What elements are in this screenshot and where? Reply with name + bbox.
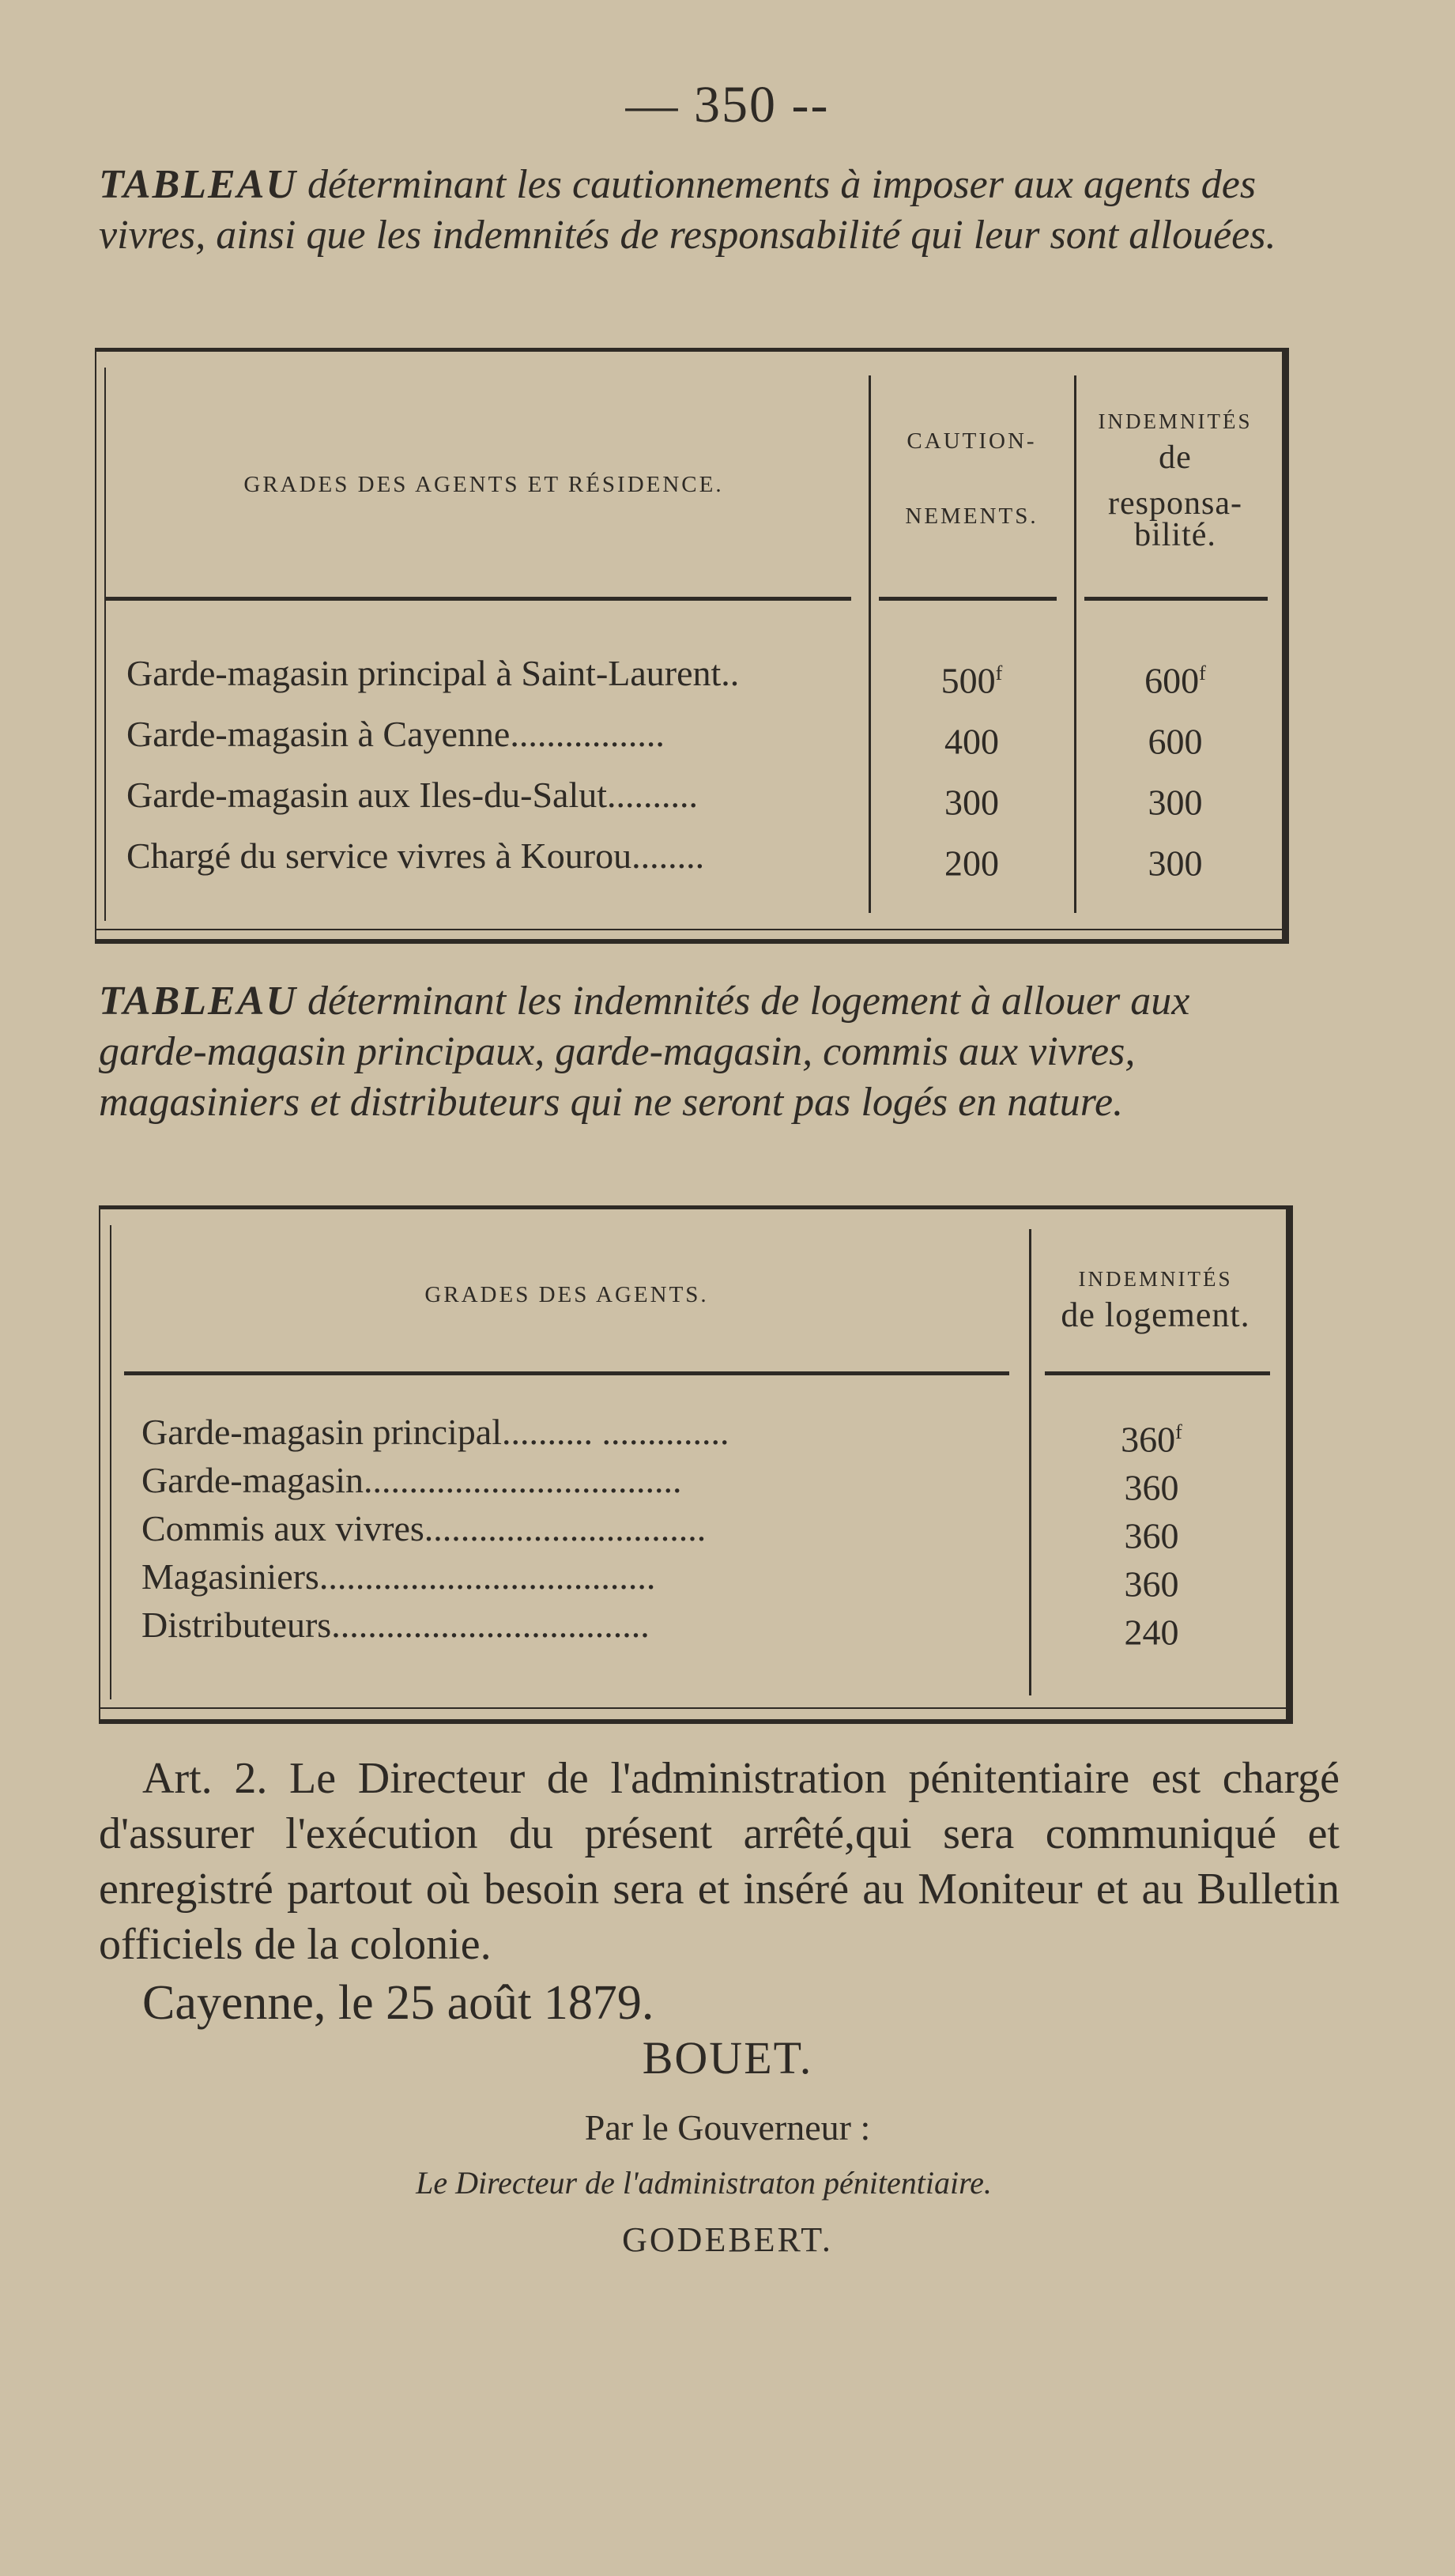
table1-caption [99, 160, 1300, 261]
table1-header-indem-2: de [1159, 439, 1192, 476]
table2-row-label: Commis aux vivres............................... [141, 1508, 707, 1548]
table2-caption [99, 976, 1300, 1128]
table1-header-grades: GRADES DES AGENTS ET RÉSIDENCE. [243, 472, 724, 497]
table1-caption-text: déterminant les cautionnements à imposer aux agents des vivres, ainsi que les indemnités de responsabilité qui leur sont allouées. [99, 162, 1276, 258]
table1-indemnite-value: 600 [1148, 721, 1203, 762]
place-date: Cayenne, le 25 août 1879. [142, 1976, 654, 2030]
article-paragraph [99, 1751, 1340, 2031]
table1 [95, 348, 1289, 944]
article-text: Art. 2. Le Directeur de l'administration pénitentiaire est chargé d'assurer l'exécution du présent arrêté,qui sera communiqué et enregistré partout où besoin sera et inséré au Moniteur et au Bulletin officiels de la colonie. [99, 1754, 1340, 1969]
table2-value: 360 [1124, 1467, 1179, 1508]
role-line: Le Directeur de l'administraton pénitentiaire. [416, 2165, 992, 2201]
table2-header-indem-2: de logement. [1061, 1296, 1250, 1334]
table1-indemnite-value: 300 [1148, 843, 1203, 884]
table2-caption-text: déterminant les indemnités de logement à allouer aux garde-magasin principaux, garde-magasin, commis aux vivres, magasiniers et distributeurs qui ne seront pas logés en nature. [99, 979, 1190, 1125]
by-line: Par le Gouverneur : [584, 2107, 871, 2148]
table1-header-caution-1: CAUTION- [907, 428, 1037, 454]
page-number: — 350 -- [625, 76, 830, 134]
table1-row-label: Chargé du service vivres à Kourou........ [126, 835, 705, 876]
table2-row-label: Magasiniers..................................... [141, 1556, 656, 1597]
table2-value: 240 [1124, 1612, 1179, 1653]
table2-header-indem-1: INDEMNITÉS [1078, 1267, 1233, 1291]
table2-value: 360 [1124, 1563, 1179, 1605]
table1-indemnite-value: 300 [1148, 782, 1203, 823]
table2 [99, 1205, 1293, 1724]
table1-row-label: Garde-magasin à Cayenne................. [126, 714, 665, 754]
table1-header-indem-4: bilité. [1134, 517, 1216, 553]
table1-header-caution-2: NEMENTS. [905, 504, 1038, 529]
table2-row-label: Garde-magasin principal.......... .............. [141, 1412, 729, 1452]
table1-caution-value: 400 [944, 721, 999, 762]
table1-caution-value: 500$^f$ [940, 660, 1003, 701]
signatory: GODEBERT. [622, 2220, 833, 2259]
table1-row-label: Garde-magasin aux Iles-du-Salut.......... [126, 775, 699, 815]
table2-value: 360$^f$ [1121, 1419, 1182, 1460]
table1-caution-value: 300 [944, 782, 999, 823]
table2-header-grades: GRADES DES AGENTS. [424, 1282, 709, 1307]
table1-caution-value: 200 [944, 843, 999, 884]
table2-row-label: Distributeurs................................... [141, 1605, 650, 1645]
table1-caption-lead: TABLEAU [99, 162, 297, 207]
table1-indemnite-value: 600$^f$ [1144, 660, 1206, 701]
signature: BOUET. [642, 2032, 813, 2084]
table2-row-label: Garde-magasin................................... [141, 1460, 682, 1500]
table2-value: 360 [1124, 1515, 1179, 1556]
table1-header-indem-3: responsa- [1108, 485, 1242, 522]
table1-row-label: Garde-magasin principal à Saint-Laurent.. [126, 653, 740, 693]
table1-header-indem-1: INDEMNITÉS [1098, 409, 1253, 433]
table2-caption-lead: TABLEAU [99, 979, 297, 1024]
